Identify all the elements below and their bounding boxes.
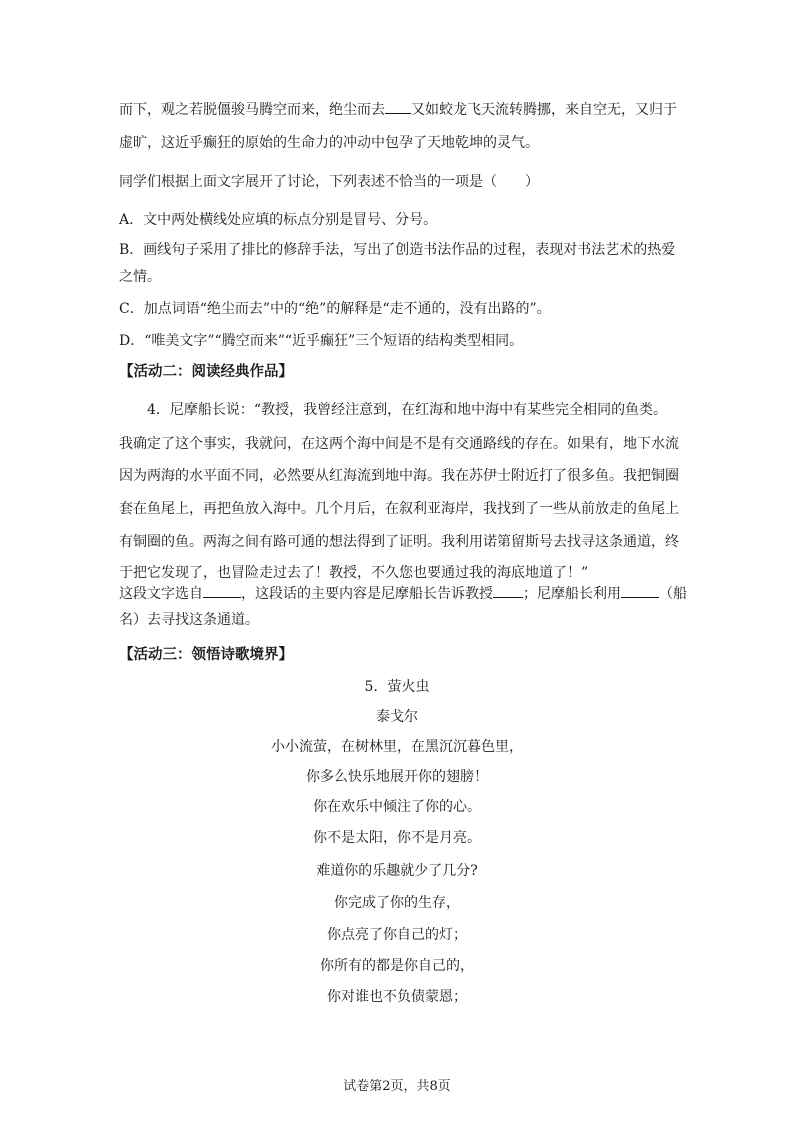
question-text: ，这段话的主要内容是尼摩船长告诉教授 xyxy=(241,586,493,602)
answer-blank-ship[interactable] xyxy=(621,583,659,598)
section-heading-3: 【活动三：领悟诗歌境界】 xyxy=(119,647,293,663)
reading-line-2: 我确定了这个事实，我就问，在这两个海中间是不是有交通路线的存在。如果有，地下水流 xyxy=(119,436,679,452)
reading-line-5: 有铜圈的鱼。两海之间有路可通的想法得到了证明。我利用诺第留斯号去找寻这条通道，终 xyxy=(119,534,679,550)
poem-author: 泰戈尔 xyxy=(376,709,418,725)
poem-line: 难道你的乐趣就少了几分? xyxy=(316,863,478,879)
fill-question-line-2: 名）去寻找这条通道。 xyxy=(119,612,259,628)
passage-line-1 xyxy=(119,99,677,120)
option-c: C．加点词语“绝尘而去”中的“绝”的解释是“走不通的，没有出路的”。 xyxy=(119,301,551,317)
answer-blank-source[interactable] xyxy=(203,583,241,598)
reading-line-3: 因为两海的水平面不同，必然要从红海流到地中海。我在苏伊士附近打了很多鱼。我把铜圈 xyxy=(119,468,679,484)
question-text: 这段文字选自 xyxy=(119,586,203,602)
poem-line: 你不是太阳，你不是月亮。 xyxy=(313,830,481,846)
punctuation-blank xyxy=(385,99,411,114)
fill-question-line-1 xyxy=(119,583,687,604)
question-stem: 同学们根据上面文字展开了讨论，下列表述不恰当的一项是（ ） xyxy=(119,174,539,190)
passage-text: 又如蛟龙飞天流转腾挪，来自空无，又归于 xyxy=(411,102,677,118)
answer-blank-content[interactable] xyxy=(493,583,523,598)
poem-line: 你所有的都是你自己的， xyxy=(320,958,474,974)
option-b: B．画线句子采用了排比的修辞手法，写出了创造书法作品的过程，表现对书法艺术的热爱 xyxy=(119,242,676,258)
poem-line: 你多么快乐地展开你的翅膀！ xyxy=(306,769,488,785)
poem-line: 你在欢乐中倾注了你的心。 xyxy=(313,799,481,815)
reading-line-6: 于把它发现了，也冒险走过去了！教授，不久您也要通过我的海底地道了！” xyxy=(119,565,589,581)
page-footer: 试卷第2页，共8页 xyxy=(343,1079,451,1094)
reading-line-4: 套在鱼尾上，再把鱼放入海中。几个月后，在叙利亚海岸，我找到了一些从前放走的鱼尾上 xyxy=(119,501,679,517)
poem-line: 你对谁也不负债蒙恩； xyxy=(327,989,467,1005)
option-b-cont: 之情。 xyxy=(119,269,161,285)
poem-line: 小小流萤，在树林里，在黑沉沉暮色里， xyxy=(271,739,523,755)
passage-text: 而下，观之若脱僵骏马腾空而来，绝尘而去 xyxy=(119,102,385,118)
question-text: （船 xyxy=(659,586,687,602)
passage-line-2: 虚旷，这近乎癫狂的原始的生命力的冲动中包孕了天地乾坤的灵气。 xyxy=(119,135,539,151)
option-d: D．“唯美文字”“腾空而来”“近乎癫狂”三个短语的结构类型相同。 xyxy=(119,333,524,349)
poem-line: 你完成了你的生存， xyxy=(334,895,460,911)
poem-line: 你点亮了你自己的灯； xyxy=(327,927,467,943)
question-text: ；尼摩船长利用 xyxy=(523,586,621,602)
poem-title: 5．萤火虫 xyxy=(364,679,430,695)
option-a: A．文中两处横线处应填的标点分别是冒号、分号。 xyxy=(119,212,438,228)
section-heading-2: 【活动二：阅读经典作品】 xyxy=(119,364,293,380)
reading-line-1: 4．尼摩船长说：“教授，我曾经注意到，在红海和地中海中有某些完全相同的鱼类。 xyxy=(147,402,668,418)
